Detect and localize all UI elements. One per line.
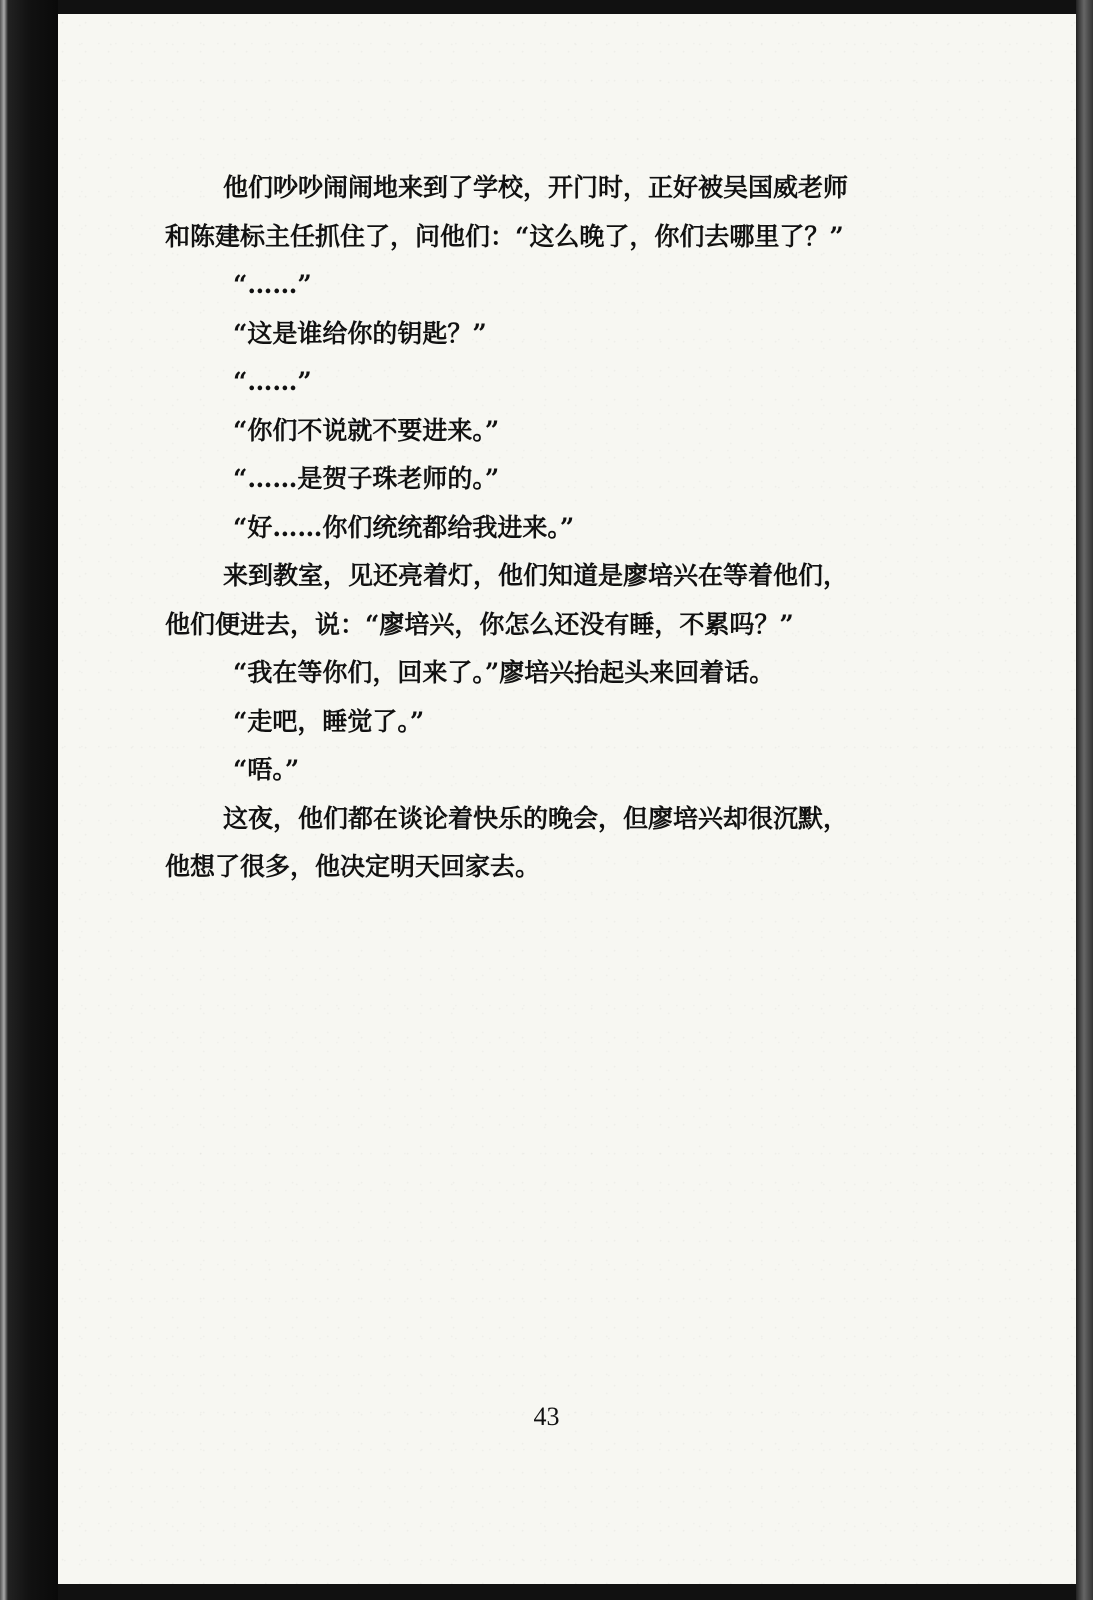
text-line: 这夜，他们都在谈论着快乐的晚会，但廖培兴却很沉默， [223, 803, 849, 833]
page-number: 43 [533, 1402, 560, 1431]
text-line: 他们吵吵闹闹地来到了学校，开门时，正好被吴国威老师 [223, 173, 849, 202]
text-line: “我在等你们，回来了。”廖培兴抬起头来回着话。 [233, 658, 775, 687]
text-line: 来到教室，见还亮着灯，他们知道是廖培兴在等着他们， [223, 561, 849, 590]
text-line: “这是谁给你的钥匙？” [233, 318, 487, 348]
text-line: “走吧，睡觉了。” [233, 706, 425, 736]
text-line: “好……你们统统都给我进来。” [233, 512, 575, 542]
text-line: 和陈建标主任抓住了，问他们：“这么晚了，你们去哪里了？” [165, 221, 844, 251]
text-line: 他们便进去，说：“廖培兴，你怎么还没有睡，不累吗？” [165, 609, 794, 639]
text-line: “……是贺子珠老师的。” [233, 464, 500, 493]
text-line: “……” [233, 367, 312, 396]
text-line: “唔。” [233, 755, 300, 784]
text-line: “你们不说就不要进来。” [233, 415, 500, 445]
book-binding-edge [0, 0, 58, 1600]
text-line: 他想了很多，他决定明天回家去。 [165, 852, 541, 881]
text-line: “……” [233, 270, 312, 299]
body-text [165, 164, 965, 892]
page-right-edge [1076, 0, 1093, 1600]
